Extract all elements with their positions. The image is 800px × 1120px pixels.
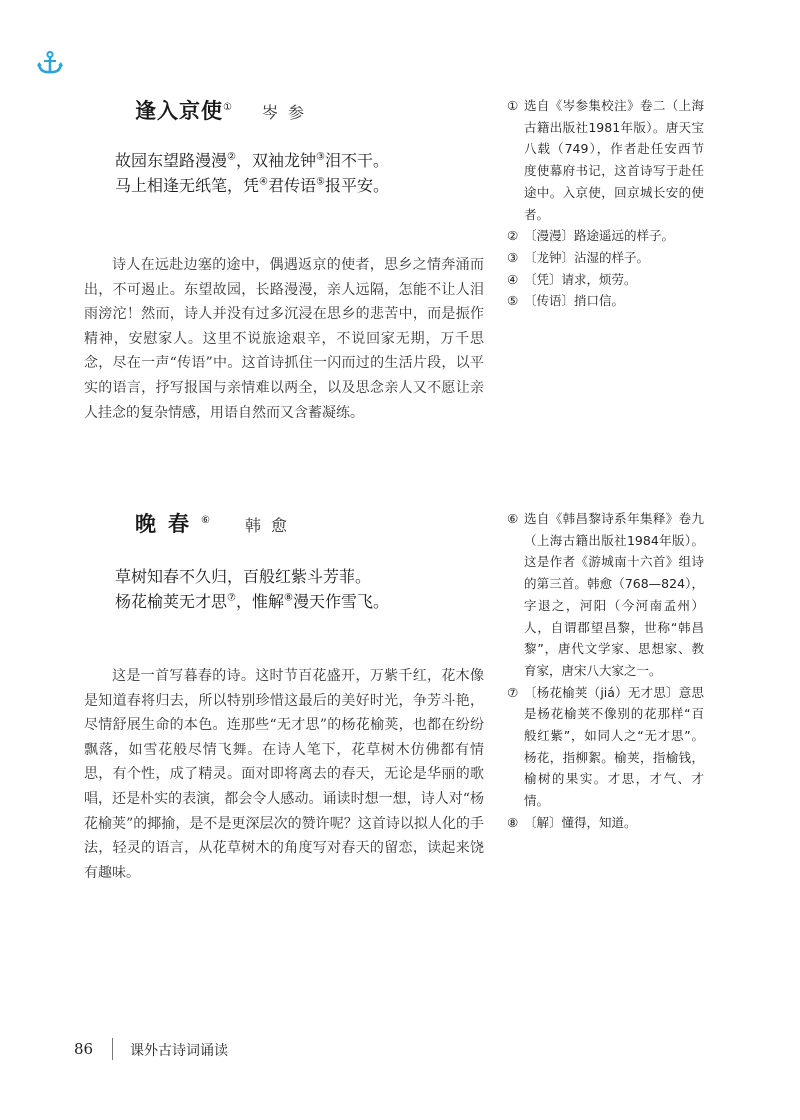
annotation-list xyxy=(507,95,704,312)
footer-divider xyxy=(112,1038,113,1060)
poem-line: 马上相逢无纸笔，凭④君传语⑤报平安。 xyxy=(115,176,389,195)
anchor-logo-icon xyxy=(36,50,64,76)
poem-commentary: 这是一首写暮春的诗。这时节百花盛开，万紫千红，花木像是知道春将归去，所以特别珍惜这最后的美好时光，争芳斗艳，尽情舒展生命的本色。连那些“无才思”的杨花榆荚，也都在纷纷飘落，如雪花般尽情飞舞。在诗人笔下，花草树木仿佛都有情思，有个性，成了精灵。面对即将离去的春天，无论是华丽的歌唱，还是朴实的表演，都会令人感动。诵读时想一想，诗人对“杨花榆荚”的揶揄，是不是更深层次的赞许呢？这首诗以拟人化的手法，轻灵的语言，从花草树木的角度写对春天的留恋，读起来饶有趣味。 xyxy=(84,668,484,881)
annotation-item: ⑧ 〔解〕懂得，知道。 xyxy=(507,814,637,830)
page-number: 86 xyxy=(74,1040,94,1058)
annotation-list xyxy=(507,508,704,834)
poem-line: 杨花榆荚无才思⑦，惟解⑧漫天作雪飞。 xyxy=(115,592,389,611)
annotation-item: ② 〔漫漫〕路途遥远的样子。 xyxy=(507,228,675,244)
poem-body xyxy=(115,148,389,198)
annotation-item: ① 选自《岑参集校注》卷二（上海古籍出版社1981年版）。唐天宝八载（749），作者赴任安西节度使幕府书记，这首诗写于赴任途中。入京使，回京城长安的使者。 xyxy=(507,98,704,222)
annotation-item: ⑥ 选自《韩昌黎诗系年集释》卷九（上海古籍出版社1984年版）。这是作者《游城南十六首》组诗的第三首。韩愈（768—824），字退之，河阳（今河南孟州）人，自谓郡望昌黎，世称“韩昌黎”，唐代文学家、思想家、教育家，唐宋八大家之一。 xyxy=(507,511,704,678)
annotation-item: ⑦ 〔杨花榆荚（jiá）无才思〕意思是杨花榆荚不像别的花那样“百般红紫”，如同人之“无才思”。杨花，指柳絮。榆荚，指榆钱，榆树的果实。才思，才气、才情。 xyxy=(507,684,704,809)
poem-body xyxy=(115,564,389,614)
poem-title: 晚春⑥ xyxy=(135,511,210,536)
annotation-item: ⑤ 〔传语〕捎口信。 xyxy=(507,293,625,309)
poem-author: 岑参 xyxy=(262,103,315,122)
book-title: 课外古诗词诵读 xyxy=(130,1043,228,1059)
annotation-item: ④ 〔凭〕请求，烦劳。 xyxy=(507,271,637,287)
poem-line: 故园东望路漫漫②，双袖龙钟③泪不干。 xyxy=(115,151,389,170)
poem-author: 韩愈 xyxy=(245,516,298,535)
poem-commentary: 诗人在远赴边塞的途中，偶遇返京的使者，思乡之情奔涌而出，不可遏止。东望故园，长路漫漫，亲人远隔，怎能不让人泪雨滂沱！然而，诗人并没有过多沉浸在思乡的悲苦中，而是振作精神，安慰家人。这里不说旅途艰辛，不说回家无期，万千思念，尽在一声“传语”中。这首诗抓住一闪而过的生活片段，以平实的语言，抒写报国与亲情难以两全，以及思念亲人又不愿让亲人挂念的复杂情感，用语自然而又含蓄凝练。 xyxy=(84,257,484,421)
annotation-item: ③ 〔龙钟〕沾湿的样子。 xyxy=(507,249,650,265)
poem-title: 逢入京使① xyxy=(135,98,233,123)
poem-line: 草树知春不久归，百般红紫斗芳菲。 xyxy=(115,567,372,586)
